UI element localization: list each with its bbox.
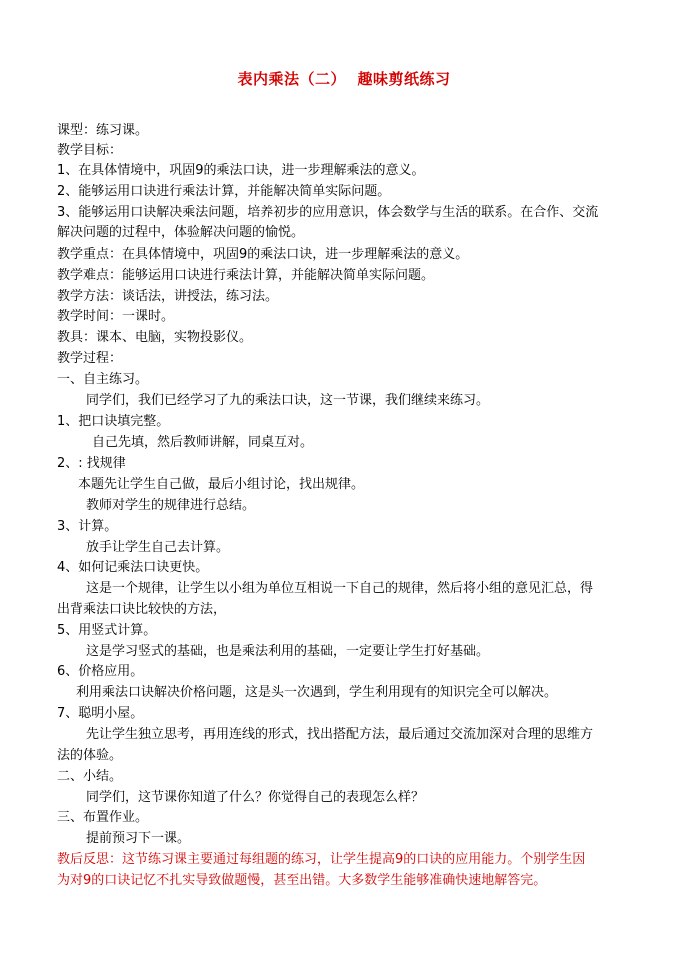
section-2-text: 同学们，这节课你知道了什么？你觉得自己的表现怎么样？	[86, 790, 425, 805]
section-1-heading: 一、自主练习。	[57, 372, 149, 387]
section-1-text: 同学们，我们已经学习了九的乘法口诀，这一节课，我们继续来练习。	[86, 393, 490, 408]
item-2-heading: 2、: 找规律	[57, 456, 126, 471]
section-2-heading: 二、小结。	[57, 769, 123, 784]
process-heading: 教学过程：	[57, 351, 123, 366]
item-4-text-2: 出背乘法口诀比较快的方法，	[57, 602, 227, 617]
item-5-heading: 5、用竖式计算。	[57, 623, 157, 638]
goal-3-line-b: 解决问题的过程中，体验解决问题的愉悦。	[57, 225, 305, 240]
reflection-line-1: 教后反思：这节练习课主要通过每组题的练习，让学生提高9的口诀的应用能力。个别学生因	[57, 852, 586, 867]
item-4-text-1: 这是一个规律，让学生以小组为单位互相说一下自己的规律，然后将小组的意见汇总，得	[86, 581, 594, 596]
method-line: 教学方法：谈话法，讲授法，练习法。	[57, 289, 279, 304]
goal-1-line: 1、在具体情境中，巩固9的乘法口诀，进一步理解乘法的意义。	[57, 163, 425, 178]
reflection-line-2: 为对9的口诀记忆不扎实导致做题慢，甚至出错。大多数学生能够准确快速地解答完。	[57, 873, 547, 888]
item-7-text-2: 法的体验。	[57, 748, 123, 763]
item-3-text: 放手让学生自己去计算。	[86, 540, 230, 555]
item-2-text-1: 本题先让学生自己做，最后小组讨论，找出规律。	[78, 477, 365, 492]
goal-3-line-a: 3、能够运用口诀解决乘法问题，培养初步的应用意识，体会数学与生活的联系。在合作、交流	[57, 205, 599, 220]
item-1-text: 自己先填，然后教师讲解，同桌互对。	[92, 435, 314, 450]
tools-line: 教具：课本、电脑，实物投影仪。	[57, 330, 253, 345]
item-1-heading: 1、把口诀填完整。	[57, 414, 170, 429]
item-5-text: 这是学习竖式的基础，也是乘法利用的基础，一定要让学生打好基础。	[86, 644, 490, 659]
key-point-line: 教学重点：在具体情境中，巩固9的乘法口诀，进一步理解乘法的意义。	[57, 247, 469, 262]
course-type-line: 课型：练习课。	[57, 123, 149, 138]
item-2-text-2: 教师对学生的规律进行总结。	[86, 498, 256, 513]
difficulty-line: 教学难点：能够运用口诀进行乘法计算，并能解决简单实际问题。	[57, 268, 435, 283]
item-7-heading: 7、聪明小屋。	[57, 706, 144, 721]
goal-2-line: 2、能够运用口诀进行乘法计算，并能解决简单实际问题。	[57, 184, 391, 199]
item-7-text-1: 先让学生独立思考，再用连线的形式，找出搭配方法，最后通过交流加深对合理的思维方	[86, 727, 594, 742]
item-6-text: 利用乘法口诀解决价格问题，这是头一次遇到，学生利用现有的知识完全可以解决。	[76, 685, 558, 700]
document-title: 表内乘法（二） 趣味剪纸练习	[237, 70, 451, 88]
item-3-heading: 3、计算。	[57, 519, 118, 534]
item-4-heading: 4、如何记乘法口诀更快。	[57, 560, 209, 575]
goals-heading: 教学目标：	[57, 143, 123, 158]
section-3-text: 提前预习下一课。	[86, 831, 191, 846]
time-line: 教学时间：一课时。	[57, 309, 175, 324]
item-6-heading: 6、价格应用。	[57, 664, 144, 679]
section-3-heading: 三、布置作业。	[57, 810, 149, 825]
